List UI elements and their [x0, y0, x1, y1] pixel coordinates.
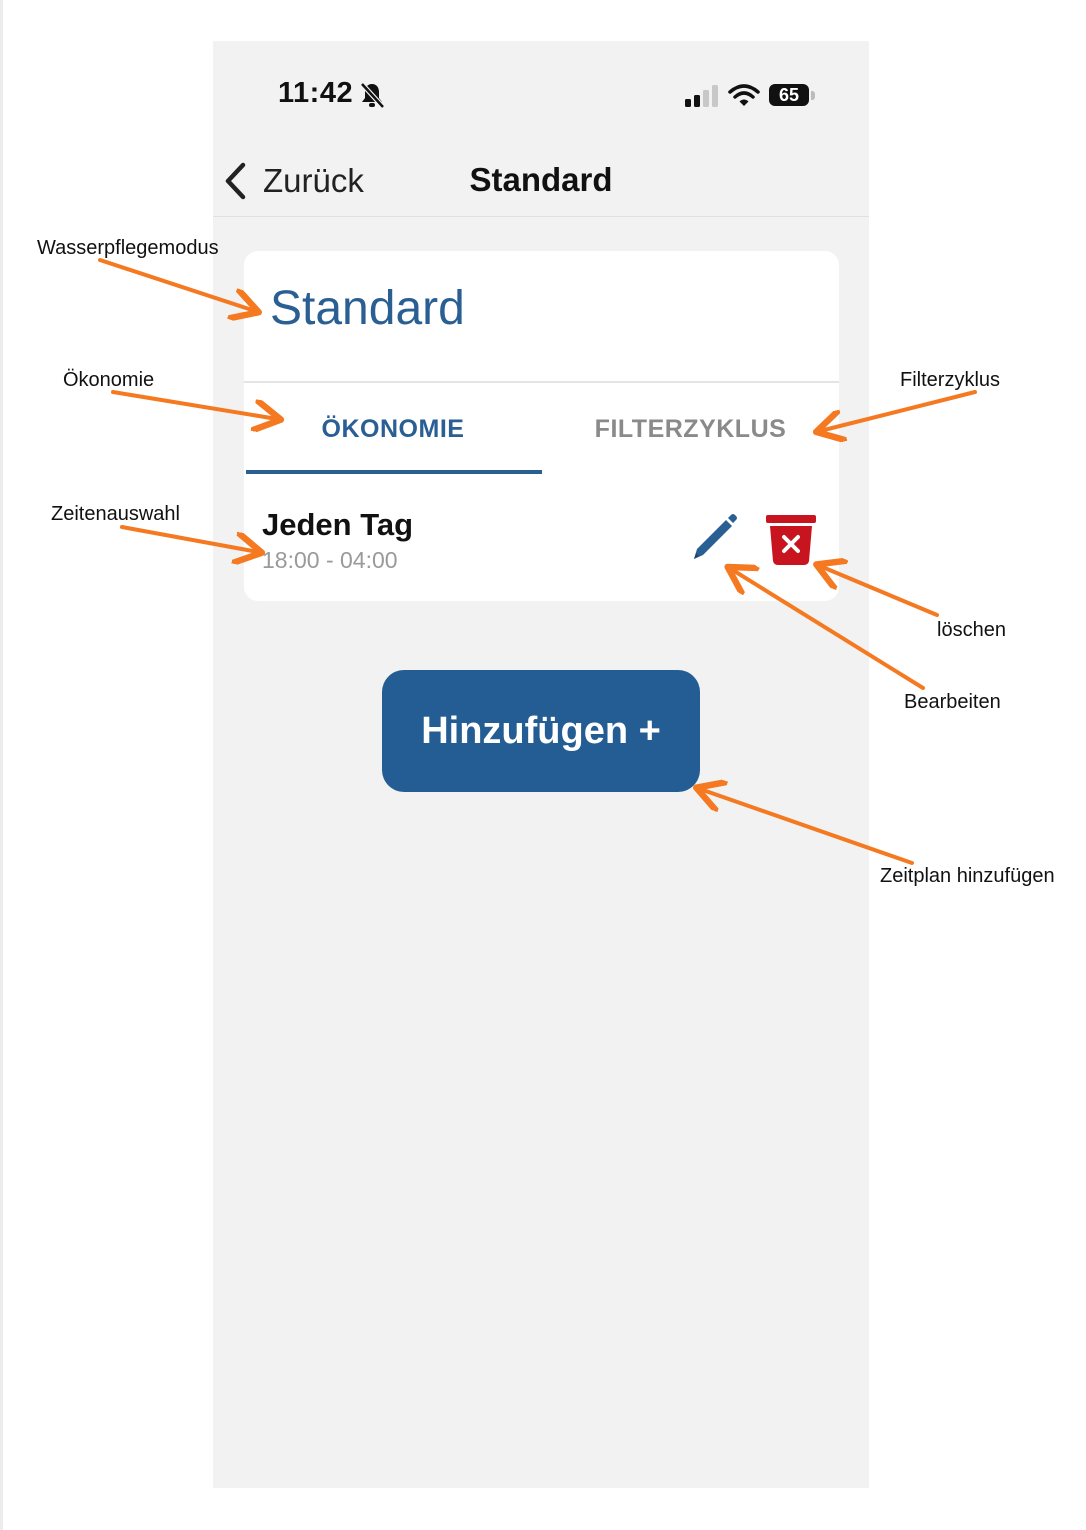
edit-pencil-icon[interactable]: [688, 513, 738, 565]
add-schedule-button[interactable]: Hinzufügen +: [382, 670, 700, 792]
left-edge-line: [0, 0, 3, 1530]
annotation-loeschen: löschen: [937, 619, 1006, 641]
schedule-entry-title: Jeden Tag: [262, 507, 414, 542]
back-button[interactable]: [223, 159, 364, 203]
annotation-bearbeiten: Bearbeiten: [904, 691, 1001, 713]
schedule-entry-time: 18:00 - 04:00: [262, 547, 398, 573]
annotation-wasserpflegemodus: Wasserpflegemodus: [37, 237, 219, 259]
bell-muted-icon: [359, 81, 385, 109]
battery-indicator: 65: [769, 84, 809, 106]
annotation-zeitplan-hinzufuegen: Zeitplan hinzufügen: [880, 865, 1055, 887]
nav-title: Standard: [469, 161, 613, 198]
schedule-card: [244, 251, 839, 601]
phone-screen: [213, 41, 869, 1488]
chevron-left-icon: [223, 162, 247, 200]
delete-trash-icon[interactable]: [766, 515, 816, 565]
annotation-oekonomie: Ökonomie: [63, 369, 155, 391]
active-tab-indicator: [246, 470, 542, 474]
mode-title: Standard: [270, 282, 465, 335]
back-label: Zurück: [263, 162, 364, 199]
wifi-icon: [728, 83, 760, 107]
cellular-signal-icon: [685, 85, 719, 107]
battery-cap: [811, 91, 815, 100]
annotation-filterzyklus: Filterzyklus: [900, 369, 1001, 391]
nav-divider: [213, 216, 869, 217]
tab-oekonomie[interactable]: ÖKONOMIE: [321, 414, 465, 443]
status-time: 11:42: [278, 77, 354, 109]
annotation-zeitenauswahl: Zeitenauswahl: [51, 503, 180, 525]
tab-filterzyklus[interactable]: FILTERZYKLUS: [594, 414, 787, 443]
